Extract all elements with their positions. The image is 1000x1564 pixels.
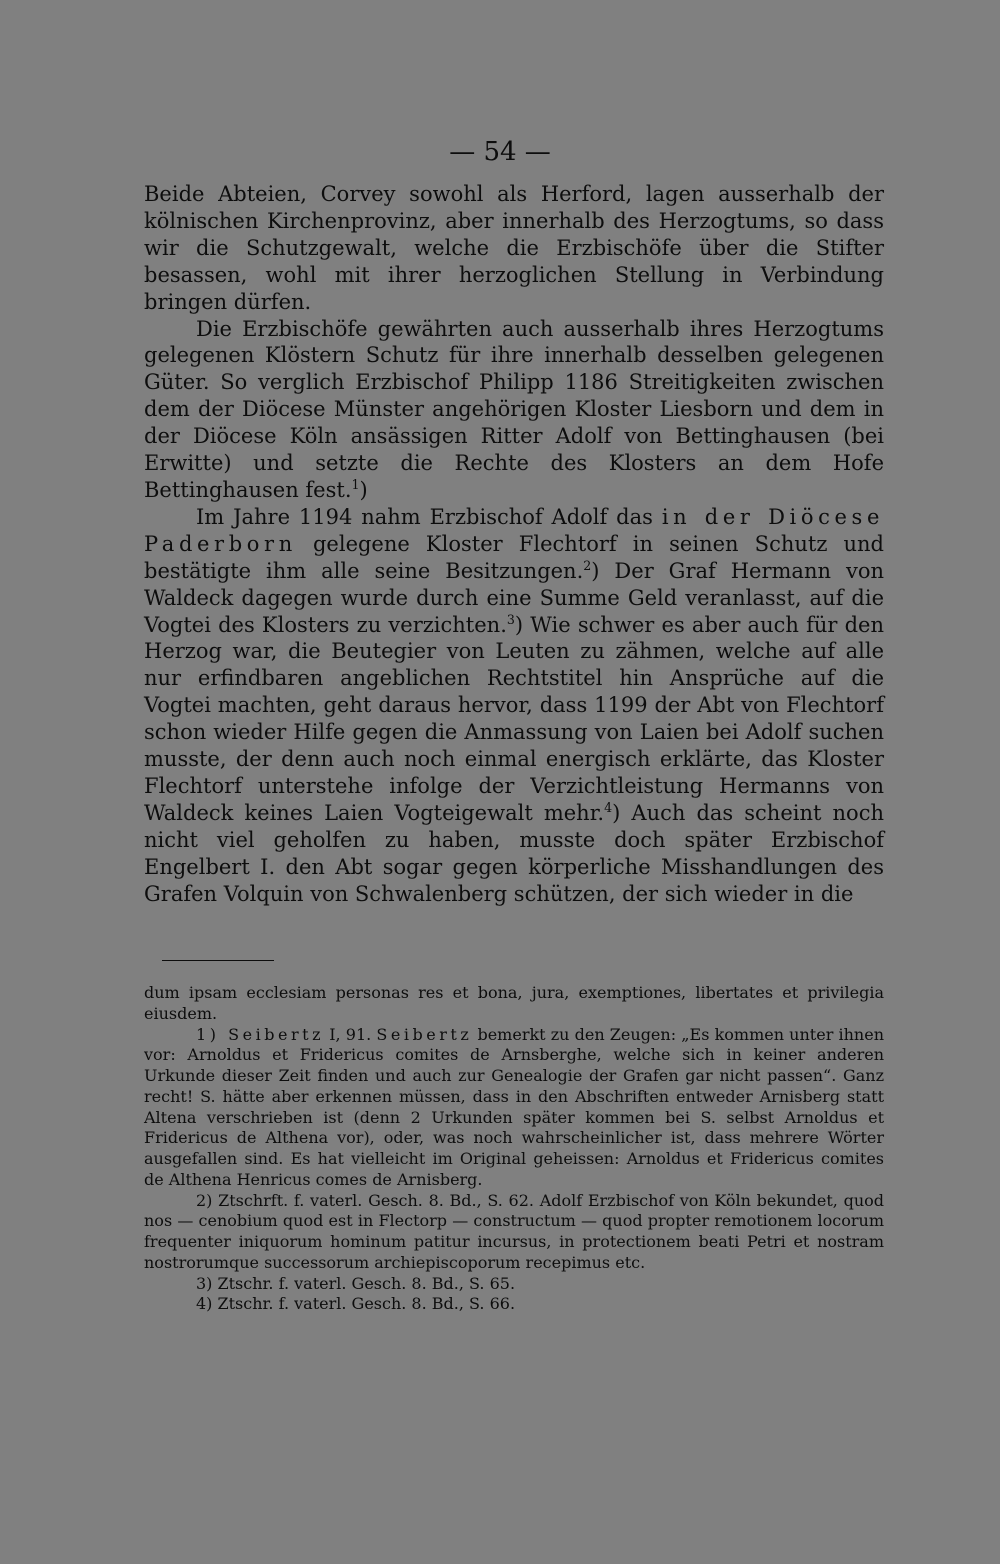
paragraph-3-text-b: gelegene Kloster Flechtorf in seinen Schutz und bestätigte ihm alle seine Besitzungen. <box>144 531 884 583</box>
paragraph-2-text: Die Erzbischöfe gewährten auch ausserhalb ihres Herzogtums gelegenen Klöstern Schutz für ihre innerhalb desselben gelegenen Güter. So verglich Erzbischof Philipp 1186 Streitigkeiten zwischen dem der Diöcese Münster angehörigen Kloster Liesborn und dem in der Diöcese Köln ansässigen Ritter Adolf von Bettinghausen (bei Erwitte) und setzte die Rechte des Klosters an dem Hofe Bettinghausen fest. <box>144 316 884 502</box>
footnote-1-text: bemerkt zu den Zeugen: „Es kommen unter ihnen vor: Arnoldus et Fridericus comites de Arnsberghe, welche sich in keiner anderen Urkunde dieser Zeit finden und auch zur Genealogie der Grafen gar nicht passen“. Ganz recht! S. hätte aber erkennen müssen, dass in den Abschriften entweder Arnisberg statt Altena verschrieben ist (denn 2 Urkunden später kommen bei S. selbst Arnoldus et Fridericus de Althena vor), oder, was noch wahrscheinlicher ist, dass mehrere Wörter ausgefallen sind. Es hat vielleicht im Original geheissen: Arnoldus et Fridericus comites de Althena Henricus comes de Arnisberg. <box>144 1024 884 1189</box>
footnote-2: 2) Ztschrft. f. vaterl. Gesch. 8. Bd., S. 62. Adolf Erzbischof von Köln bekundet, quod nos — cenobium quod est in Flectorp — constructum — quod propter remotionem locorum frequenter iniquorum hominum patitur incursus, in protectionem beati Petri et nostram nostrorumque successorum archiepiscoporum recepimus etc. <box>144 1190 884 1272</box>
paragraph-3-text-c: ) Der Graf Hermann von Waldeck dagegen wurde durch eine Summe Geld veranlasst, auf die Vogtei des Klosters zu verzichten. <box>144 558 884 637</box>
footnote-divider <box>162 960 274 961</box>
footnote-1-author: 1) Seibertz <box>196 1024 325 1044</box>
footnote-3: 3) Ztschr. f. vaterl. Gesch. 8. Bd., S. 65. <box>196 1273 516 1293</box>
paragraph-3 <box>144 504 884 908</box>
footnote-ref-3: 3 <box>506 611 515 627</box>
footnote-ref-1-paren: ) <box>359 477 368 502</box>
footnote-1-ref: I, 91. <box>324 1024 377 1044</box>
paragraph-3-emphasis: in der Diöcese Paderborn <box>144 504 884 556</box>
page-number: — 54 — <box>449 137 551 167</box>
footnote-1 <box>144 1025 884 1191</box>
footnote-ref-2: 2 <box>583 557 592 573</box>
paragraph-3-text-d: ) Wie schwer es aber auch für den Herzog war, die Beutegier von Leuten zu zähmen, welche auf alle nur erfindbaren angeblichen Rechtstitel hin Ansprüche auf die Vogtei machten, geht daraus hervor, dass 1199 der Abt von Flechtorf schon wieder Hilfe gegen die Anmassung von Laien bei Adolf suchen musste, der denn auch noch einmal energisch erklärte, das Kloster Flechtorf unterstehe infolge der Verzichtleistung Hermanns von Waldeck keines Laien Vogteigewalt mehr. <box>144 612 884 825</box>
footnote-ref-4: 4 <box>604 799 613 815</box>
footnote-4: 4) Ztschr. f. vaterl. Gesch. 8. Bd., S. 66. <box>196 1294 516 1314</box>
footnote-continuation: dum ipsam ecclesiam personas res et bona, jura, exemptiones, libertates et privilegia eiusdem. <box>144 983 884 1023</box>
paragraph-3-text-e: ) Auch das scheint noch nicht viel geholfen zu haben, musste doch später Erzbischof Engelbert I. den Abt sogar gegen körperliche Misshandlungen des Grafen Volquin von Schwalenberg schützen, der sich wieder in die <box>144 800 884 906</box>
main-text <box>144 181 884 907</box>
paragraph-1: Beide Abteien, Corvey sowohl als Herford, lagen ausserhalb der kölnischen Kirchenprovinz, aber innerhalb des Herzogtums, so dass wir die Schutzgewalt, welche die Erzbischöfe über die Stifter besassen, wohl mit ihrer herzoglichen Stellung in Verbindung bringen dürfen. <box>144 182 884 314</box>
paragraph-3-text-a: Im Jahre 1194 nahm Erzbischof Adolf das <box>196 504 662 529</box>
paragraph-2 <box>144 316 884 504</box>
footnotes <box>144 983 884 1315</box>
footnote-1-author-2: Seibertz <box>376 1024 473 1044</box>
footnote-ref-1: 1 <box>351 476 360 492</box>
